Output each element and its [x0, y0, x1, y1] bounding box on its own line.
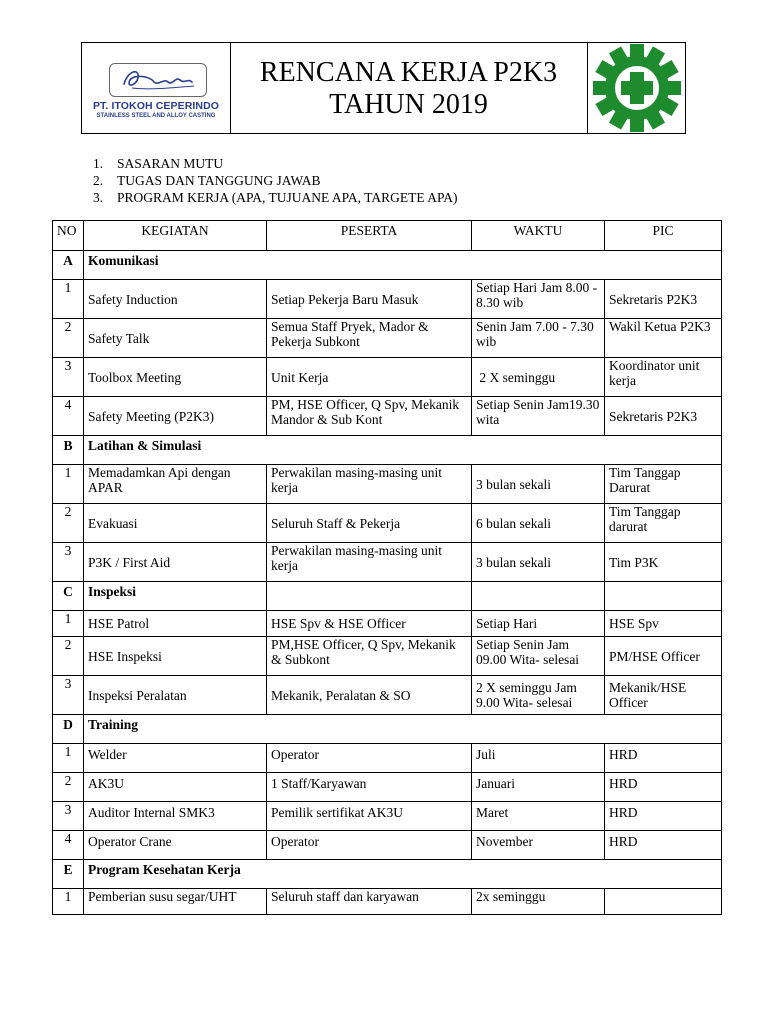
cell-pic: Mekanik/HSE Officer — [605, 676, 722, 715]
cell-no: 3 — [53, 802, 84, 831]
cell-kegiatan: Toolbox Meeting — [84, 358, 267, 397]
cell-pic: Wakil Ketua P2K3 — [605, 319, 722, 358]
company-logo — [109, 63, 207, 97]
cell-pic: Tim Tanggap darurat — [605, 504, 722, 543]
table-row — [53, 637, 722, 676]
section-title: Training — [84, 715, 722, 744]
cell-pic: Tim Tanggap Darurat — [605, 465, 722, 504]
section-letter: A — [53, 251, 84, 280]
section-title: Latihan & Simulasi — [84, 436, 722, 465]
cell-kegiatan: HSE Patrol — [84, 611, 267, 637]
cell-no: 2 — [53, 773, 84, 802]
cell-waktu: 2x seminggu — [472, 889, 605, 915]
cell-waktu: November — [472, 831, 605, 860]
section-row — [53, 436, 722, 465]
cell-kegiatan: Operator Crane — [84, 831, 267, 860]
cell-kegiatan: Safety Induction — [84, 280, 267, 319]
cell-waktu: Maret — [472, 802, 605, 831]
cell-peserta: PM,HSE Officer, Q Spv, Mekanik & Subkont — [267, 637, 472, 676]
cell-waktu: 2 X seminggu Jam 9.00 Wita- selesai — [472, 676, 605, 715]
cell-no: 3 — [53, 358, 84, 397]
cell-pic: HSE Spv — [605, 611, 722, 637]
cell-peserta: Mekanik, Peralatan & SO — [267, 676, 472, 715]
section-letter: C — [53, 582, 84, 611]
cell-no: 4 — [53, 831, 84, 860]
cell-no: 3 — [53, 543, 84, 582]
table-row — [53, 831, 722, 860]
header-no: NO — [53, 221, 84, 251]
cell-peserta: Perwakilan masing-masing unit kerja — [267, 465, 472, 504]
section-title: Komunikasi — [84, 251, 722, 280]
cell-no: 2 — [53, 504, 84, 543]
table-row — [53, 773, 722, 802]
header-waktu: WAKTU — [472, 221, 605, 251]
cell-no: 3 — [53, 676, 84, 715]
list-item: 2. TUGAS DAN TANGGUNG JAWAB — [93, 173, 321, 188]
cell-kegiatan: HSE Inspeksi — [84, 637, 267, 676]
table-row — [53, 889, 722, 915]
company-name: PT. ITOKOH CEPERINDO — [92, 100, 220, 112]
section-row — [53, 582, 722, 611]
cell-kegiatan: AK3U — [84, 773, 267, 802]
document-header — [81, 42, 686, 134]
cell-kegiatan: Evakuasi — [84, 504, 267, 543]
table-header-row — [53, 221, 722, 251]
cell-kegiatan: Inspeksi Peralatan — [84, 676, 267, 715]
table-row — [53, 504, 722, 543]
cell-peserta: Operator — [267, 831, 472, 860]
list-item: 1. SASARAN MUTU — [93, 156, 224, 171]
table-row — [53, 465, 722, 504]
section-row — [53, 251, 722, 280]
table-row — [53, 676, 722, 715]
cell-kegiatan: Safety Talk — [84, 319, 267, 358]
cell-peserta: Perwakilan masing-masing unit kerja — [267, 543, 472, 582]
cell-waktu: Setiap Senin Jam19.30 wita — [472, 397, 605, 436]
company-tagline: STAINLESS STEEL AND ALLOY CASTING — [96, 113, 216, 119]
cell-peserta: Setiap Pekerja Baru Masuk — [267, 280, 472, 319]
k3-gear-cross-icon — [591, 43, 683, 133]
section-title: Inspeksi — [84, 582, 267, 611]
cell-pic: Sekretaris P2K3 — [605, 397, 722, 436]
cell-peserta: Seluruh Staff & Pekerja — [267, 504, 472, 543]
cell-peserta: PM, HSE Officer, Q Spv, Mekanik Mandor & Sub Kont — [267, 397, 472, 436]
cell-kegiatan: Safety Meeting (P2K3) — [84, 397, 267, 436]
cell-waktu: Setiap Hari Jam 8.00 - 8.30 wib — [472, 280, 605, 319]
table-row — [53, 611, 722, 637]
cell-waktu: 2 X seminggu — [472, 358, 605, 397]
cell-waktu: Setiap Hari — [472, 611, 605, 637]
company-logo-cell — [82, 43, 231, 133]
page-subtitle-year: TAHUN 2019 — [329, 89, 488, 120]
header-peserta: PESERTA — [267, 221, 472, 251]
cell-no: 2 — [53, 637, 84, 676]
section-letter: E — [53, 860, 84, 889]
cell-pic: Sekretaris P2K3 — [605, 280, 722, 319]
cell-pic: Koordinator unit kerja — [605, 358, 722, 397]
cell-peserta: Operator — [267, 744, 472, 773]
table-row — [53, 397, 722, 436]
cell-pic: HRD — [605, 831, 722, 860]
cell-no: 1 — [53, 280, 84, 319]
cell-peserta: Semua Staff Pryek, Mador & Pekerja Subkont — [267, 319, 472, 358]
cell-peserta: HSE Spv & HSE Officer — [267, 611, 472, 637]
cell-kegiatan: P3K / First Aid — [84, 543, 267, 582]
cell-no: 4 — [53, 397, 84, 436]
table-row — [53, 358, 722, 397]
cell-kegiatan: Memadamkan Api dengan APAR — [84, 465, 267, 504]
cell-waktu: Senin Jam 7.00 - 7.30 wib — [472, 319, 605, 358]
table-row — [53, 319, 722, 358]
cell-kegiatan: Auditor Internal SMK3 — [84, 802, 267, 831]
cell-pic: HRD — [605, 744, 722, 773]
cell-peserta: Pemilik sertifikat AK3U — [267, 802, 472, 831]
cell-pic: PM/HSE Officer — [605, 637, 722, 676]
cell-no: 1 — [53, 744, 84, 773]
cell-no: 1 — [53, 465, 84, 504]
header-pic: PIC — [605, 221, 722, 251]
header-kegiatan: KEGIATAN — [84, 221, 267, 251]
cell-peserta: Seluruh staff dan karyawan — [267, 889, 472, 915]
cell-waktu: Setiap Senin Jam 09.00 Wita- selesai — [472, 637, 605, 676]
cell-peserta: Unit Kerja — [267, 358, 472, 397]
cell-pic: HRD — [605, 773, 722, 802]
cell-no: 1 — [53, 889, 84, 915]
cell-waktu: Januari — [472, 773, 605, 802]
cell-peserta: 1 Staff/Karyawan — [267, 773, 472, 802]
cell-pic — [605, 889, 722, 915]
cell-kegiatan: Welder — [84, 744, 267, 773]
cell-pic: Tim P3K — [605, 543, 722, 582]
k3-emblem-cell — [587, 43, 685, 133]
cell-kegiatan: Pemberian susu segar/UHT — [84, 889, 267, 915]
cell-waktu: 3 bulan sekali — [472, 465, 605, 504]
cell-no: 2 — [53, 319, 84, 358]
section-row — [53, 715, 722, 744]
cell-waktu: 6 bulan sekali — [472, 504, 605, 543]
section-letter: B — [53, 436, 84, 465]
section-row — [53, 860, 722, 889]
page-title: RENCANA KERJA P2K3 — [259, 57, 558, 88]
title-cell — [230, 43, 588, 133]
table-row — [53, 280, 722, 319]
section-letter: D — [53, 715, 84, 744]
table-row — [53, 802, 722, 831]
list-item: 3. PROGRAM KERJA (APA, TUJUANE APA, TARGETE APA) — [93, 190, 458, 205]
work-plan-table — [52, 220, 722, 915]
table-row — [53, 744, 722, 773]
cell-no: 1 — [53, 611, 84, 637]
objectives-list — [93, 155, 458, 206]
cell-pic: HRD — [605, 802, 722, 831]
section-title: Program Kesehatan Kerja — [84, 860, 722, 889]
cell-waktu: Juli — [472, 744, 605, 773]
cell-waktu: 3 bulan sekali — [472, 543, 605, 582]
table-row — [53, 543, 722, 582]
